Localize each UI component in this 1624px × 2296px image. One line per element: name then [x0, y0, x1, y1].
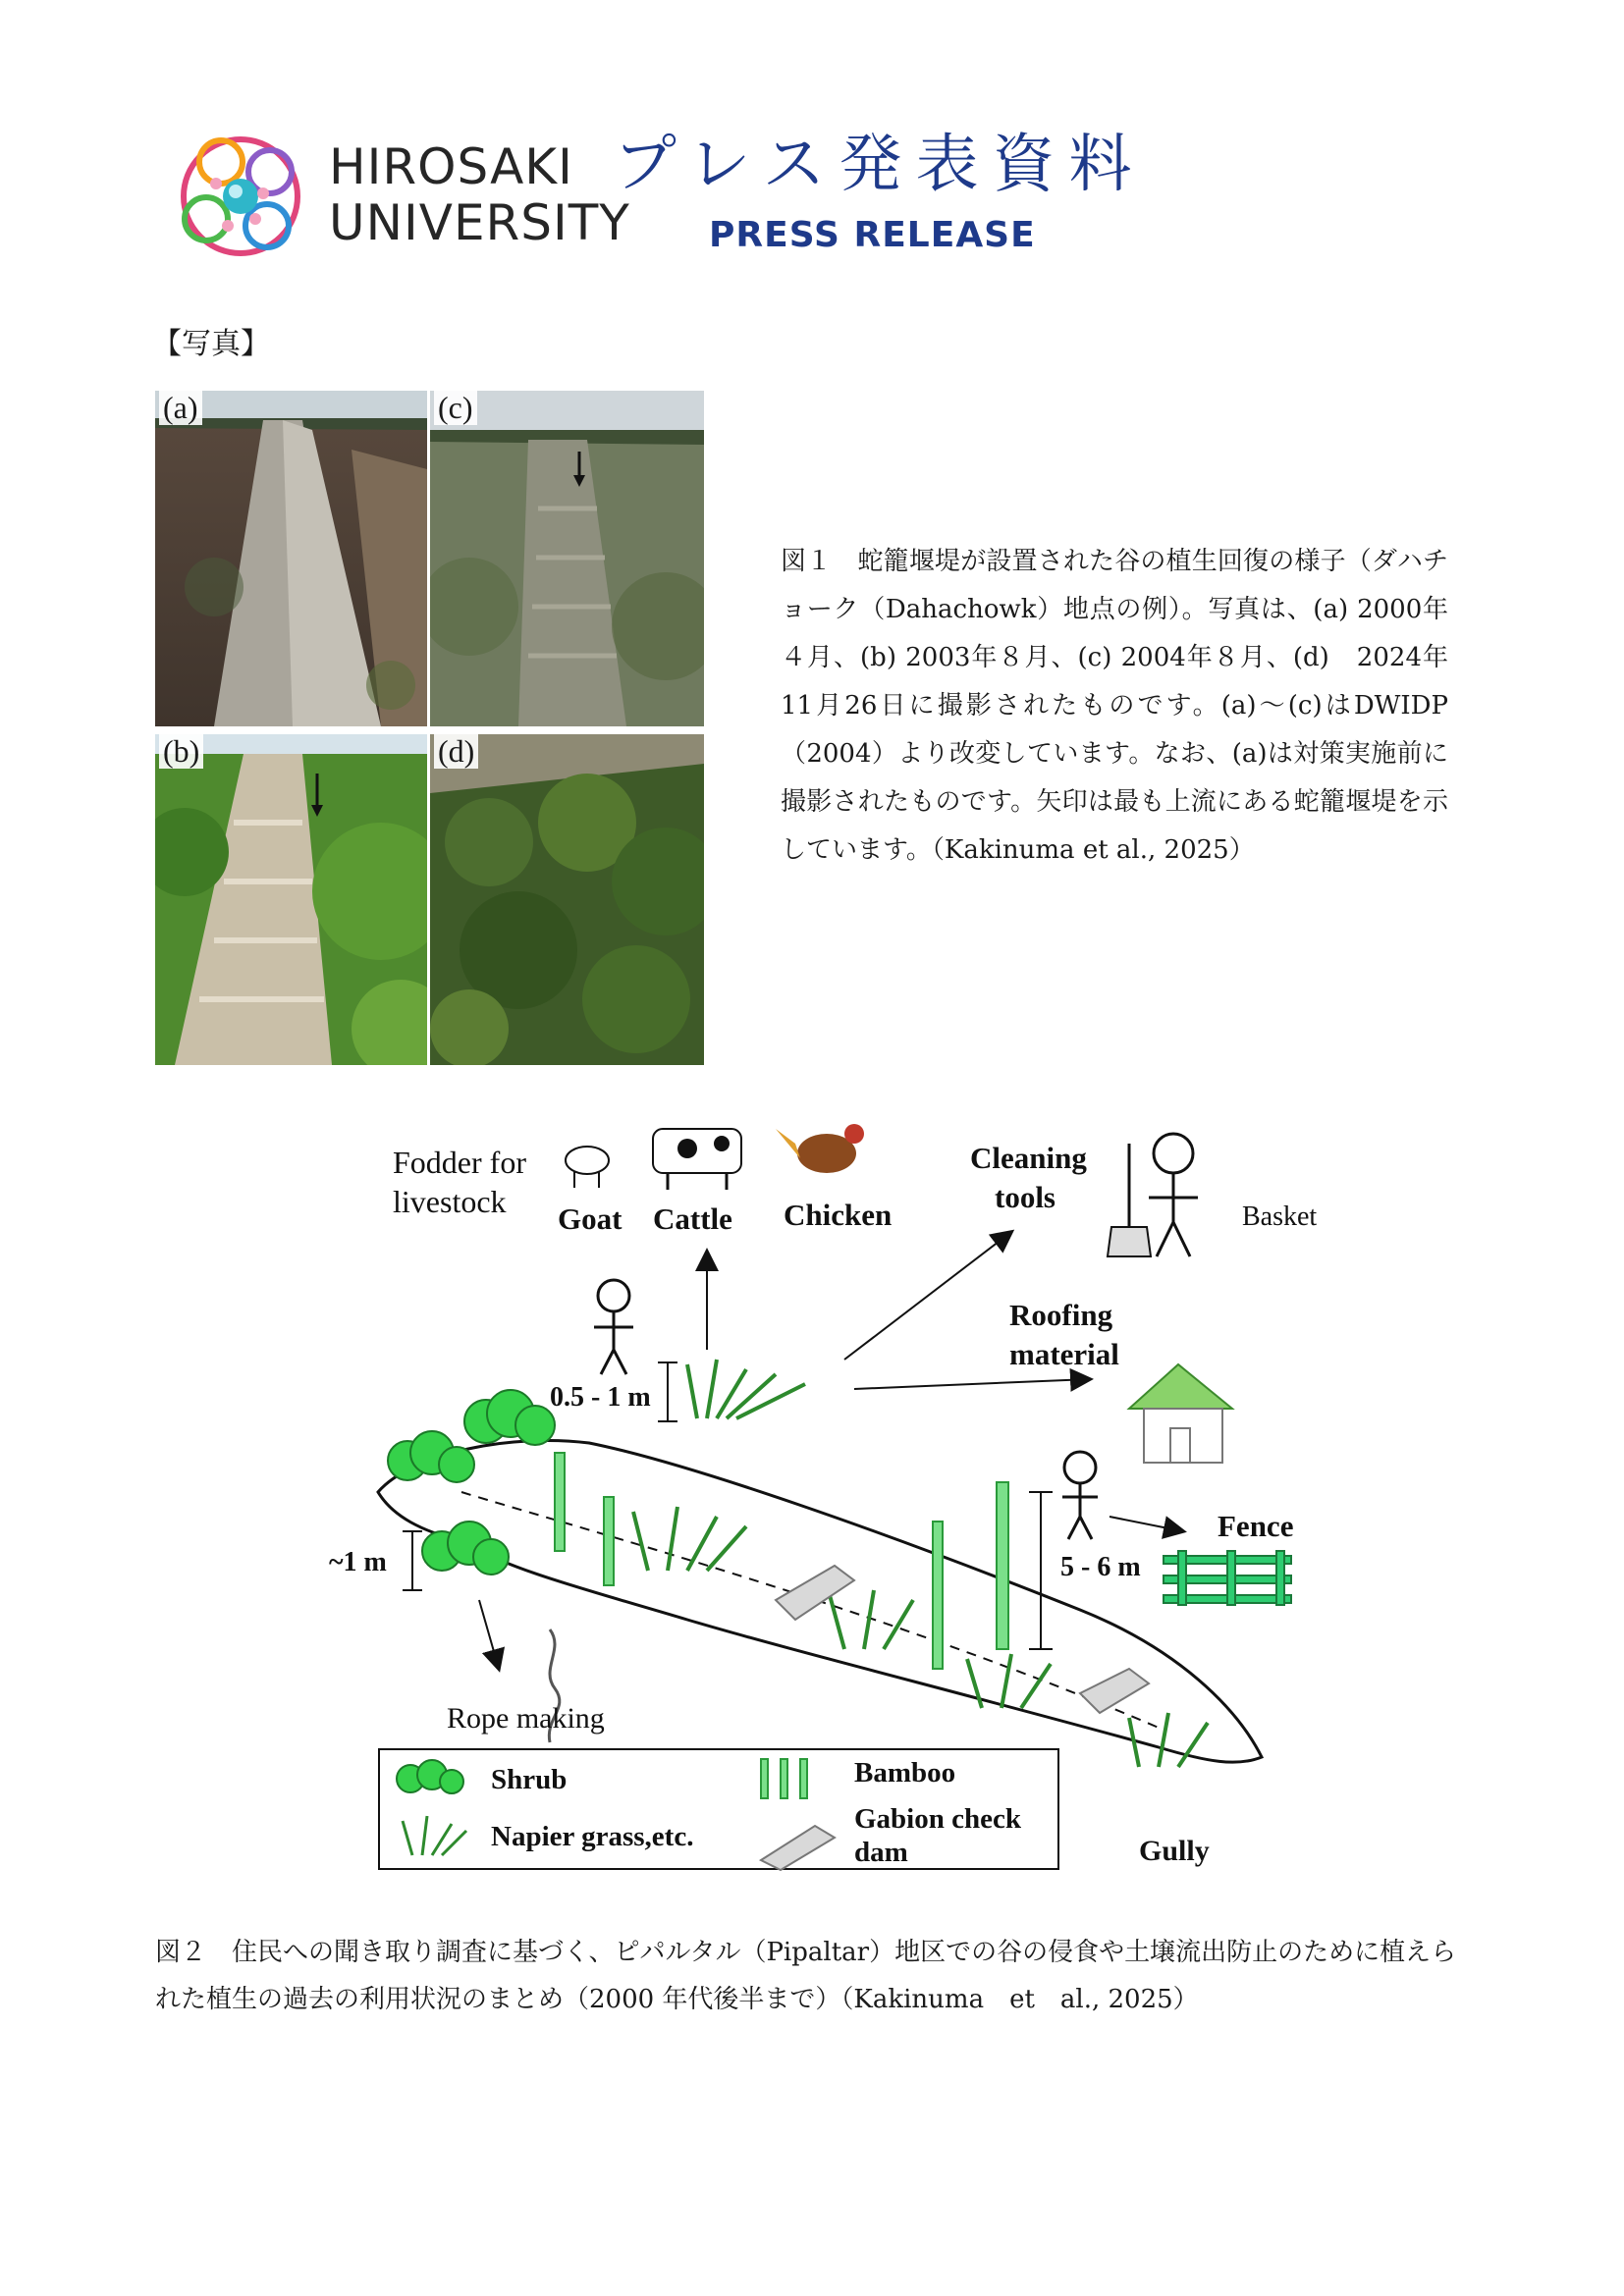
section-label: 【写真】: [152, 327, 270, 361]
broom-icon: [1108, 1144, 1151, 1256]
fence-label: Fence: [1218, 1509, 1294, 1543]
hut-icon: [1129, 1364, 1232, 1463]
figure1-caption: 図１ 蛇籠堰堤が設置された谷の植生回復の様子（ダハチョーク（Dahachowk）地点の例）。写真は、(a) 2000年４月、(b) 2003年８月、(c) 2004年８月、(d) 2024年11月26日に撮影されたものです。(a)～(c)はDWIDP（2004）より改変しています。なお、(a)は対策実施前に撮影されたものです。矢印は最も上流にある蛇籠堰堤を示しています。（Kakinuma et al., 2025）: [781, 547, 1448, 865]
photo-d: [430, 734, 704, 1065]
fodder-label-line2: livestock: [393, 1184, 507, 1219]
cattle-icon: [653, 1129, 741, 1190]
legend: [379, 1749, 1058, 1870]
brand-name-line2: UNIVERSITY: [329, 194, 630, 251]
photo-d-label: (d): [434, 734, 478, 769]
cleaning-label-line1: Cleaning: [970, 1141, 1087, 1175]
university-logo: [177, 133, 304, 260]
photo-a: [155, 391, 427, 726]
legend-napier-label: Napier grass,etc.: [491, 1821, 694, 1852]
chicken-icon: [776, 1124, 864, 1173]
cleaning-label-line2: tools: [995, 1180, 1056, 1214]
gabion-dams: [776, 1566, 1149, 1713]
gully-label: Gully: [1139, 1835, 1210, 1867]
bamboo-stalks: [555, 1453, 1008, 1669]
legend-bamboo-icon: [761, 1759, 807, 1798]
roofing-label-line1: Roofing: [1009, 1298, 1113, 1332]
goat-label: Goat: [558, 1201, 623, 1236]
brand-name-line1: HIROSAKI: [329, 138, 573, 195]
roofing-label-line2: material: [1009, 1337, 1119, 1371]
bamboo-height-label: 5 - 6 m: [1060, 1552, 1141, 1582]
press-release-title-en: PRESS RELEASE: [709, 215, 1036, 255]
photo-b-label: (b): [159, 734, 203, 769]
grass-height-label: 0.5 - 1 m: [550, 1382, 651, 1413]
photo-b: [155, 734, 427, 1065]
rope-label: Rope making: [447, 1702, 605, 1735]
legend-shrub-label: Shrub: [491, 1764, 568, 1795]
cattle-label: Cattle: [653, 1201, 732, 1236]
legend-bamboo-label: Bamboo: [854, 1757, 956, 1789]
figure2-caption: 図２ 住民への聞き取り調査に基づく、ピパルタル（Pipaltar）地区での谷の侵食や土壌流出防止のために植えられた植生の過去の利用状況のまとめ（2000 年代後半まで）（Kakinuma et al., 2025）: [155, 1938, 1457, 2014]
photo-c: [430, 391, 704, 726]
legend-gabion-label-line2: dam: [854, 1837, 908, 1868]
figure2-diagram: [314, 1099, 1335, 1885]
photo-c-label: (c): [434, 391, 477, 425]
legend-gabion-label-line1: Gabion check: [854, 1803, 1021, 1835]
fence-icon: [1164, 1551, 1291, 1605]
fodder-label-line1: Fodder for: [393, 1145, 526, 1180]
chicken-label: Chicken: [784, 1198, 893, 1232]
shrub-height-label: ~1 m: [329, 1547, 387, 1577]
goat-icon: [566, 1147, 609, 1188]
basket-label: Basket: [1242, 1201, 1318, 1232]
press-release-title-jp: プレス発表資料: [614, 129, 1146, 201]
photo-a-label: (a): [159, 391, 202, 425]
